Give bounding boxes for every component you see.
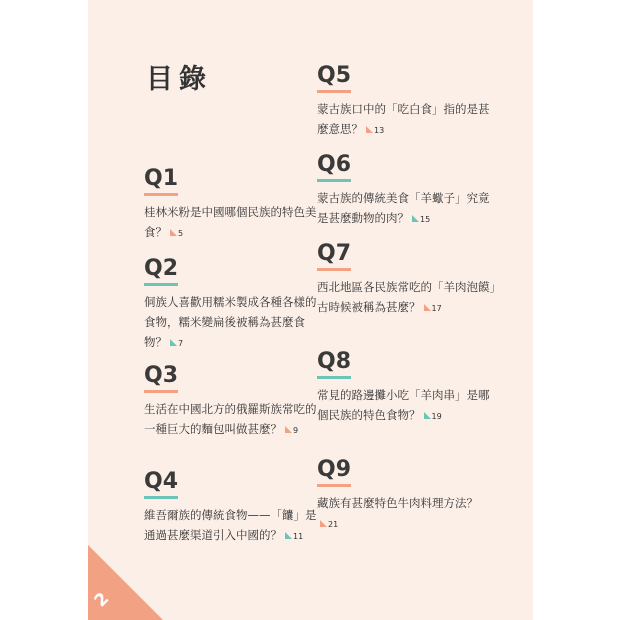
toc-entry-q7[interactable]: [317, 241, 497, 319]
page-marker-icon: [285, 532, 292, 539]
question-number: Q2: [144, 256, 178, 286]
question-text: 維吾爾族的傳統食物——「饢」是通過甚麼渠道引入中國的？ 11: [144, 505, 324, 547]
underline-bar: [317, 179, 351, 182]
question-number: Q7: [317, 241, 351, 271]
question-number: Q9: [317, 457, 351, 487]
toc-page: [88, 0, 533, 620]
underline-bar: [144, 496, 178, 499]
question-text: 西北地區各民族常吃的「羊肉泡饃」古時候被稱為甚麼？ 17: [317, 277, 497, 319]
question-text: 蒙古族口中的「吃白食」指的是甚麼意思？ 13: [317, 99, 497, 141]
underline-bar: [317, 376, 351, 379]
toc-entry-q8[interactable]: [317, 349, 497, 427]
page-ref: 21: [317, 515, 338, 535]
toc-entry-q2[interactable]: [144, 256, 324, 354]
page-ref: 9: [282, 421, 298, 441]
question-number: Q1: [144, 166, 178, 196]
question-number: Q4: [144, 469, 178, 499]
question-text: 藏族有甚麼特色牛肉料理方法？21: [317, 493, 497, 535]
page-number: 2: [90, 588, 114, 612]
question-text: 侗族人喜歡用糯米製成各種各樣的食物，糯米變扁後被稱為甚麼食物？ 7: [144, 292, 324, 354]
question-number: Q3: [144, 363, 178, 393]
toc-entry-q9[interactable]: [317, 457, 497, 535]
question-number: Q8: [317, 349, 351, 379]
page-marker-icon: [170, 229, 177, 236]
page-ref: 19: [421, 407, 442, 427]
toc-title: 目錄: [146, 64, 212, 95]
underline-bar: [317, 484, 351, 487]
underline-bar: [144, 390, 178, 393]
question-text: 生活在中國北方的俄羅斯族常吃的一種巨大的麵包叫做甚麼？ 9: [144, 399, 324, 441]
corner-triangle: [88, 545, 163, 620]
page-ref: 13: [363, 121, 384, 141]
toc-entry-q3[interactable]: [144, 363, 324, 441]
page-ref: 5: [167, 224, 183, 244]
question-number: Q6: [317, 152, 351, 182]
toc-entry-q6[interactable]: [317, 152, 497, 230]
underline-bar: [317, 90, 351, 93]
page-marker-icon: [320, 520, 327, 527]
toc-entry-q4[interactable]: [144, 469, 324, 547]
toc-entry-q5[interactable]: [317, 63, 497, 141]
page-ref: 17: [421, 299, 442, 319]
page-ref: 15: [409, 210, 430, 230]
page-marker-icon: [170, 339, 177, 346]
toc-entry-q1[interactable]: [144, 166, 324, 244]
underline-bar: [144, 283, 178, 286]
page-marker-icon: [424, 412, 431, 419]
question-number: Q5: [317, 63, 351, 93]
page-ref: 11: [282, 527, 303, 547]
page-marker-icon: [412, 215, 419, 222]
page-ref: 7: [167, 334, 183, 354]
question-text: 蒙古族的傳統美食「羊蠍子」究竟是甚麼動物的肉？ 15: [317, 188, 497, 230]
question-text: 常見的路邊攤小吃「羊肉串」是哪個民族的特色食物？ 19: [317, 385, 497, 427]
page-marker-icon: [424, 304, 431, 311]
underline-bar: [144, 193, 178, 196]
underline-bar: [317, 268, 351, 271]
page-marker-icon: [285, 426, 292, 433]
question-text: 桂林米粉是中國哪個民族的特色美食？ 5: [144, 202, 324, 244]
page-marker-icon: [366, 126, 373, 133]
